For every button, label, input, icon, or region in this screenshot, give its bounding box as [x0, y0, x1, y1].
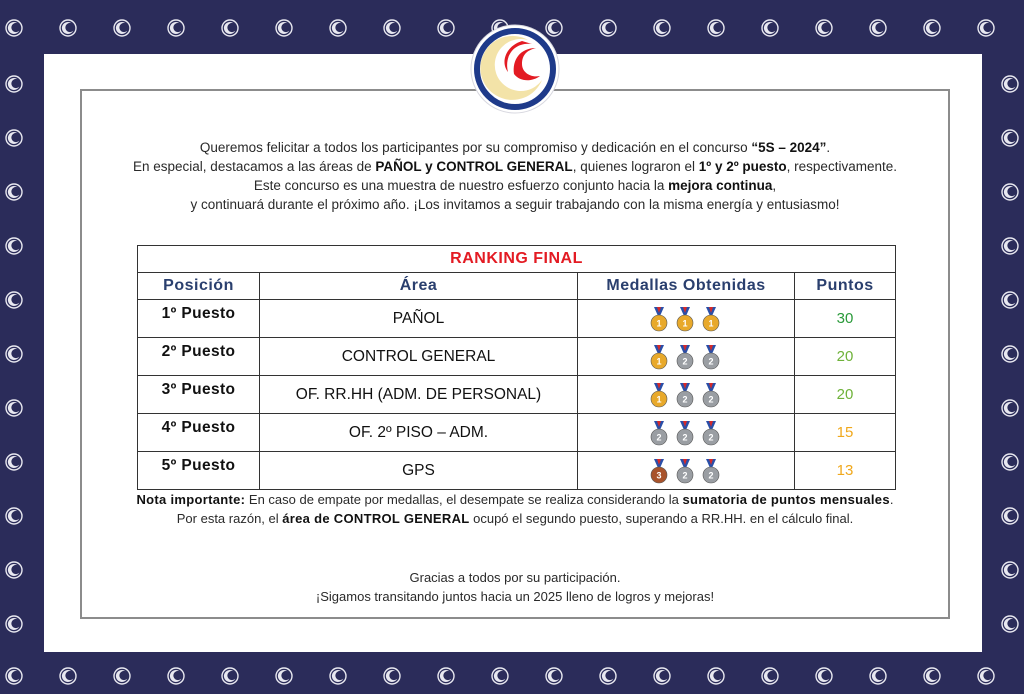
medal-number: 2	[682, 356, 688, 366]
header-position: Posición	[138, 273, 260, 300]
medal-icon	[677, 383, 693, 407]
row-medals	[578, 376, 795, 414]
medal-number: 1	[656, 318, 662, 328]
medal-number: 2	[708, 470, 714, 480]
positions: 1º y 2º puesto	[698, 159, 787, 174]
thanks-line2: ¡Sigamos transitando juntos hacia un 2025 lleno de logros y mejoras!	[315, 589, 715, 604]
row-position: 1º Puesto	[138, 300, 260, 338]
medal-icon	[703, 307, 719, 331]
row-area: GPS	[260, 452, 578, 490]
medal-icon	[677, 459, 693, 483]
medal-icon	[703, 345, 719, 369]
table-row	[138, 300, 896, 338]
table-row	[138, 414, 896, 452]
intro-line2-mid: , quienes lograron el	[572, 159, 699, 174]
ranking-table	[137, 245, 896, 490]
note-line2-end: ocupó el segundo puesto, superando a RR.HH. en el cálculo final.	[469, 511, 854, 526]
medal-number: 2	[682, 432, 688, 442]
medal-icon	[651, 459, 667, 483]
medal-icon	[703, 421, 719, 445]
row-position: 3º Puesto	[138, 376, 260, 414]
intro-text	[82, 138, 948, 214]
header-medals: Medallas Obtenidas	[578, 273, 795, 300]
medals-group	[646, 306, 726, 332]
note-text: En caso de empate por medallas, el desempate se realiza considerando la	[245, 492, 683, 507]
intro-line2: En especial, destacamos a las áreas de	[133, 159, 376, 174]
row-medals	[578, 452, 795, 490]
medal-number: 2	[656, 432, 662, 442]
row-medals	[578, 414, 795, 452]
continuous-improvement: mejora continua	[668, 178, 773, 193]
medals-group	[646, 458, 726, 484]
row-medals	[578, 338, 795, 376]
medal-number: 2	[682, 470, 688, 480]
table-row	[138, 338, 896, 376]
medal-icon	[677, 421, 693, 445]
medal-icon	[703, 459, 719, 483]
ranking-title: RANKING FINAL	[138, 246, 896, 273]
row-points: 30	[795, 300, 896, 338]
row-position: 2º Puesto	[138, 338, 260, 376]
medal-number: 1	[656, 394, 662, 404]
medal-number: 2	[682, 394, 688, 404]
medals-group	[646, 420, 726, 446]
medal-number: 1	[708, 318, 714, 328]
medals-group	[646, 344, 726, 370]
important-note	[110, 490, 920, 528]
medal-number: 2	[708, 432, 714, 442]
note-line2: Por esta razón, el	[176, 511, 283, 526]
winning-areas: PAÑOL y CONTROL GENERAL	[375, 159, 573, 174]
medal-number: 2	[708, 356, 714, 366]
row-position: 5º Puesto	[138, 452, 260, 490]
header-points: Puntos	[795, 273, 896, 300]
row-points: 20	[795, 338, 896, 376]
row-points: 15	[795, 414, 896, 452]
punct: ,	[772, 178, 777, 193]
intro-line1: Queremos felicitar a todos los participantes por su compromiso y dedicación en el concurso	[199, 140, 752, 155]
row-points: 13	[795, 452, 896, 490]
note-emphasis: sumatoria de puntos mensuales	[682, 492, 890, 507]
thanks-text	[82, 568, 948, 606]
thanks-line1: Gracias a todos por su participación.	[409, 570, 621, 585]
header-area: Área	[260, 273, 578, 300]
row-points: 20	[795, 376, 896, 414]
medal-number: 3	[656, 470, 662, 480]
company-logo	[470, 22, 560, 116]
medal-number: 2	[708, 394, 714, 404]
medal-icon	[651, 383, 667, 407]
medal-icon	[651, 421, 667, 445]
punct: .	[889, 492, 894, 507]
row-area: OF. RR.HH (ADM. DE PERSONAL)	[260, 376, 578, 414]
intro-line3: Este concurso es una muestra de nuestro esfuerzo conjunto hacia la	[253, 178, 669, 193]
medal-number: 1	[682, 318, 688, 328]
medal-icon	[677, 307, 693, 331]
medal-icon	[651, 345, 667, 369]
punct: .	[826, 140, 831, 155]
medal-icon	[703, 383, 719, 407]
contest-name: “5S – 2024”	[751, 140, 827, 155]
intro-line4: y continuará durante el próximo año. ¡Los invitamos a seguir trabajando con la misma energía y entusiasmo!	[190, 197, 840, 212]
medal-icon	[677, 345, 693, 369]
row-medals	[578, 300, 795, 338]
row-area: CONTROL GENERAL	[260, 338, 578, 376]
intro-line2-end: , respectivamente.	[786, 159, 897, 174]
table-row	[138, 452, 896, 490]
note-label: Nota importante:	[136, 492, 246, 507]
medal-number: 1	[656, 356, 662, 366]
medal-icon	[651, 307, 667, 331]
table-row	[138, 376, 896, 414]
note-area: área de CONTROL GENERAL	[282, 511, 470, 526]
row-position: 4º Puesto	[138, 414, 260, 452]
row-area: PAÑOL	[260, 300, 578, 338]
row-area: OF. 2º PISO – ADM.	[260, 414, 578, 452]
medals-group	[646, 382, 726, 408]
